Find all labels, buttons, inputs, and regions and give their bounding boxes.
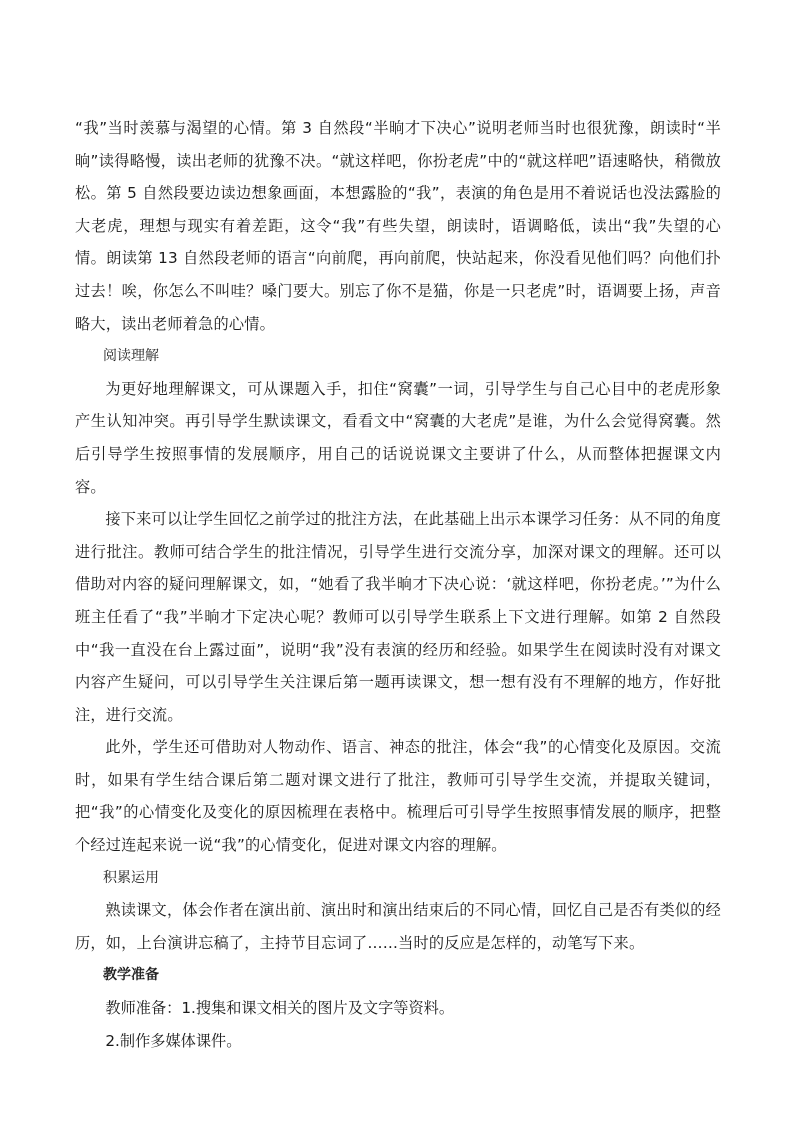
paragraph-reading-aloud-continued: “我”当时羡慕与渴望的心情。第 3 自然段“半晌才下决心”说明老师当时也很犹豫，朗读时“半晌”读得略慢，读出老师的犹豫不决。“就这样吧，你扮老虎”中的“就这样吧”语速略快，稍微放松。第 5 自然段要边读边想象画面，本想露脸的“我”，表演的角色是用不着说话也没法露脸的大老虎，理想与现实有着差距，这令“我”有些失望，朗读时，语调略低，读出“我”失望的心情。朗读第 13 自然段老师的语言“向前爬，再向前爬，快站起来，你没看见他们吗？向他们扑过去！唉，你怎么不叫哇？嗓门要大。别忘了你不是猫，你是一只老虎”时，语调要上扬，声音略大，读出老师着急的心情。 xyxy=(75,119,721,333)
section-heading-reading-comprehension: 阅读理解 xyxy=(103,348,159,365)
paragraph-comprehension-intro: 为更好地理解课文，可从课题入手，扣住“窝囊”一词，引导学生与自己心目中的老虎形象产生认知冲突。再引导学生默读课文，看看文中“窝囊的大老虎”是谁，为什么会觉得窝囊。然后引导学生按照事情的发展顺序，用自己的话说说课文主要讲了什么，从而整体把握课文内容。 xyxy=(75,379,721,496)
preparation-item-2: 2.制作多媒体课件。 xyxy=(105,1031,242,1050)
preparation-item-1: 教师准备：1.搜集和课文相关的图片及文字等资料。 xyxy=(105,999,455,1018)
paragraph-annotation-method: 接下来可以让学生回忆之前学过的批注方法，在此基础上出示本课学习任务：从不同的角度进行批注。教师可结合学生的批注情况，引导学生进行交流分享，加深对课文的理解。还可以借助对内容的疑问理解课文，如，“她看了我半晌才下决心说：‘就这样吧，你扮老虎。’”为什么班主任看了“我”半晌才下定决心呢？教师可以引导学生联系上下文进行理解。如第 2 自然段中“我一直没在台上露过面”，说明“我”没有表演的经历和经验。如果学生在阅读时没有对课文内容产生疑问，可以引导学生关注课后第一题再读课文，想一想有没有不理解的地方，作好批注，进行交流。 xyxy=(75,510,721,724)
section-heading-teaching-preparation: 教学准备 xyxy=(103,967,159,984)
paragraph-mood-changes: 此外，学生还可借助对人物动作、语言、神态的批注，体会“我”的心情变化及原因。交流时，如果有学生结合课后第二题对课文进行了批注，教师可引导学生交流，并提取关键词，把“我”的心情变化及变化的原因梳理在表格中。梳理后可引导学生按照事情发展的顺序，把整个经过连起来说一说“我”的心情变化，促进对课文内容的理解。 xyxy=(75,738,721,855)
document-page xyxy=(75,112,721,1057)
paragraph-writing-task: 熟读课文，体会作者在演出前、演出时和演出结束后的不同心情，回忆自己是否有类似的经历，如，上台演讲忘稿了，主持节目忘词了……当时的反应是怎样的，动笔写下来。 xyxy=(75,901,721,952)
section-heading-accumulation: 积累运用 xyxy=(103,869,159,886)
